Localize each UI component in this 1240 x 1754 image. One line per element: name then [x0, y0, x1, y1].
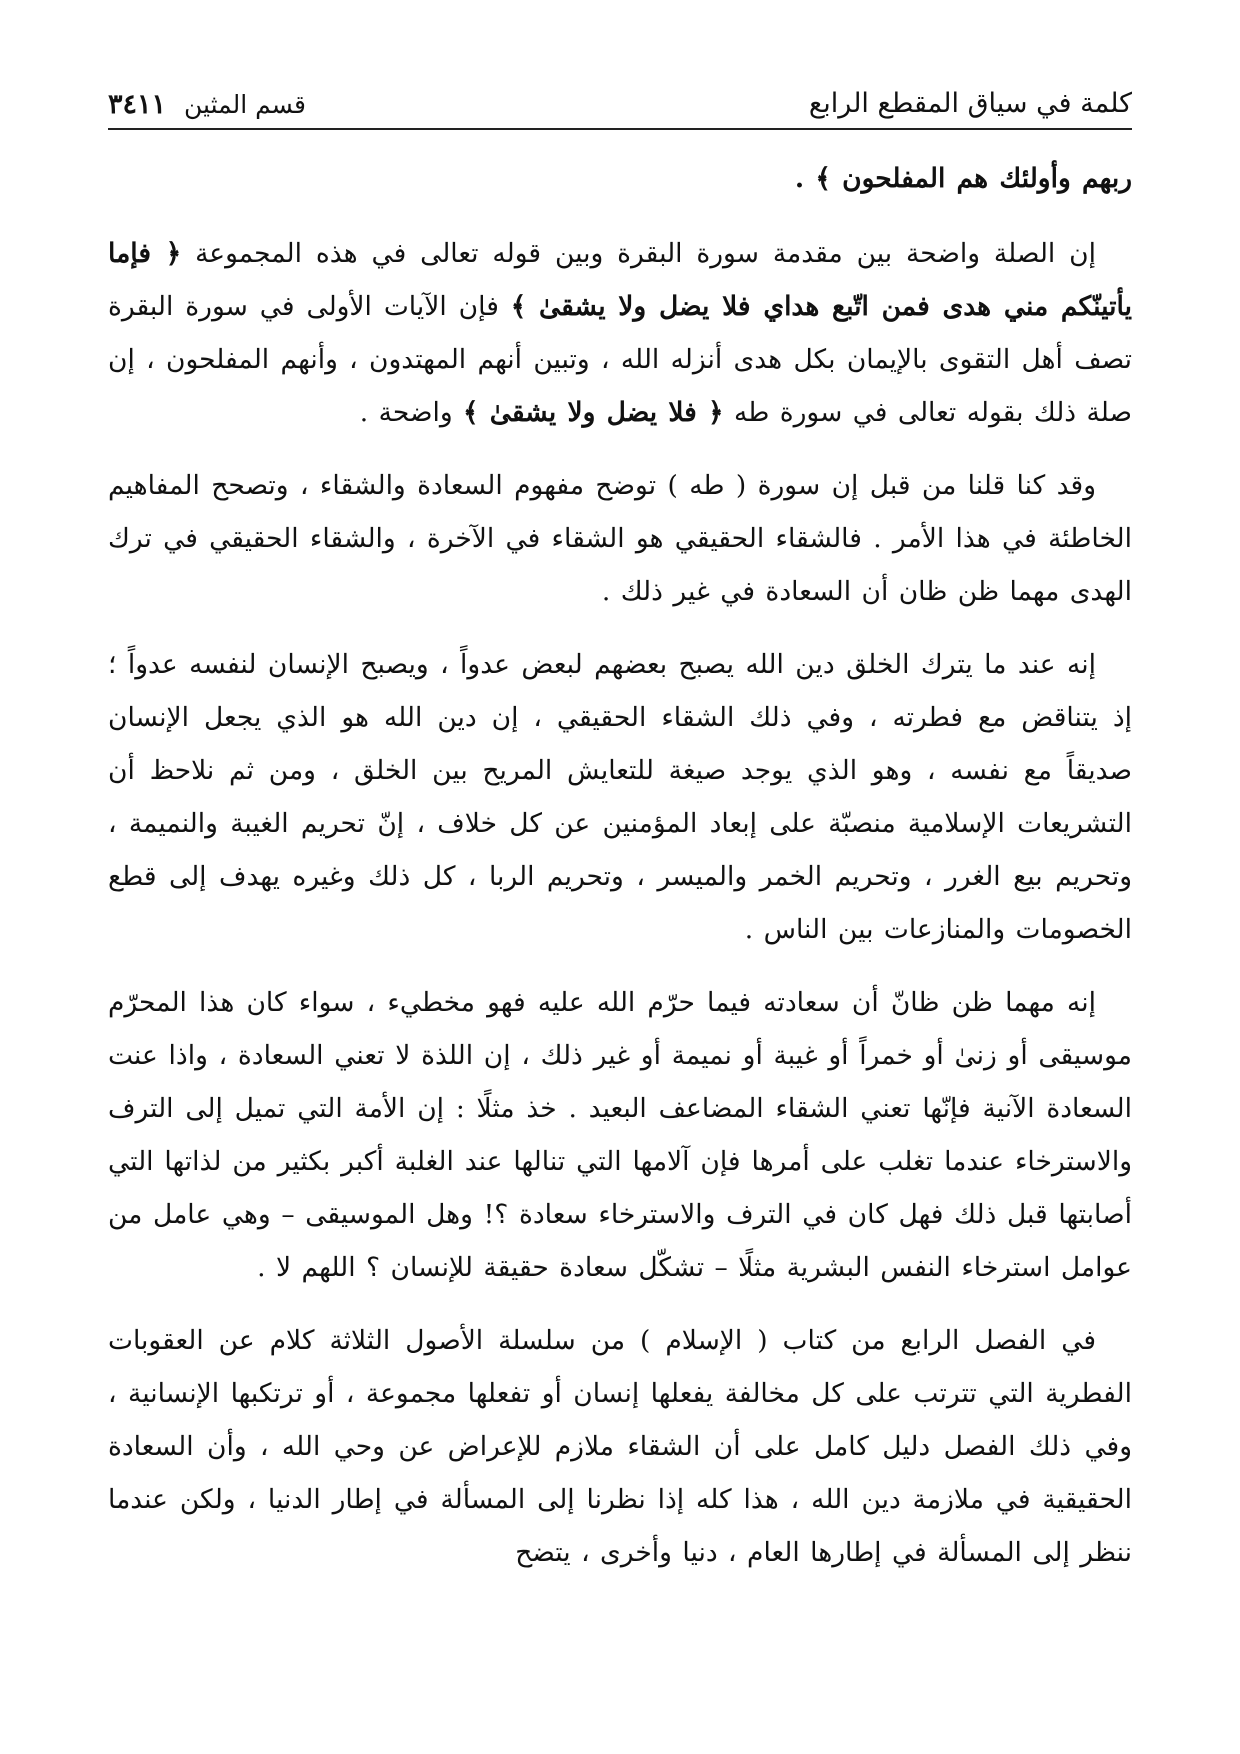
paragraph-text: فإن الآيات الأولى في سورة البقرة تصف أهل التقوى بالإيمان بكل هدى أنزله الله ، وتبين أنهم المهتدون ، وأنهم المفلحون ، إن صلة ذلك بقوله تعالى في سورة طه [108, 291, 1132, 428]
paragraph-text: إنه مهما ظن ظانّ أن سعادته فيما حرّم الله عليه فهو مخطيء ، سواء كان هذا المحرّم موسيقى أو زنىٰ أو خمراً أو غيبة أو نميمة أو غير ذلك ، إن اللذة لا تعني السعادة ، واذا عنت السعادة الآنية فإنّها تعني الشقاء المضاعف البعيد . خذ مثلًا : إن الأمة التي تميل إلى الترف والاسترخاء عندما تغلب على أمرها فإن آلامها التي تنالها عند الغلبة أكبر بكثير من لذاتها التي أصابتها قبل ذلك فهل كان في الترف والاسترخاء سعادة ؟! وهل الموسيقى – وهي عامل من عوامل استرخاء النفس البشرية مثلًا – تشكّل سعادة حقيقة للإنسان ؟ اللهم لا . [108, 987, 1132, 1283]
paragraph-text: إن الصلة واضحة بين مقدمة سورة البقرة وبين قوله تعالى في هذه المجموعة [181, 238, 1096, 269]
paragraph [108, 638, 1132, 956]
paragraph [108, 459, 1132, 618]
paragraph [108, 227, 1132, 439]
quran-verse-text: ﴿ فلا يضل ولا يشقىٰ ﴾ [463, 397, 724, 428]
header-section-group [108, 89, 306, 120]
quran-verse-text: ربهم وأولئك هم المفلحون ﴾ . [794, 163, 1132, 194]
chapter-running-title: كلمة في سياق المقطع الرابع [808, 87, 1132, 119]
running-header [108, 62, 1132, 120]
page-number: ٣٤١١ [108, 89, 167, 120]
paragraph-text: في الفصل الرابع من كتاب ( الإسلام ) من سلسلة الأصول الثلاثة كلام عن العقوبات الفطرية التي تترتب على كل مخالفة يفعلها إنسان أو تفعلها مجموعة ، أو ترتكبها الإنسانية ، وفي ذلك الفصل دليل كامل على أن الشقاء ملازم للإعراض عن وحي الله ، وأن السعادة الحقيقية في ملازمة دين الله ، هذا كله إذا نظرنا إلى المسألة في إطار الدنيا ، ولكن عندما ننظر إلى المسألة في إطارها العام ، دنيا وأخرى ، يتضح [108, 1325, 1132, 1568]
paragraph-text: إنه عند ما يترك الخلق دين الله يصبح بعضهم لبعض عدواً ، ويصبح الإنسان لنفسه عدواً ؛ إذ يتناقض مع فطرته ، وفي ذلك الشقاء الحقيقي ، إن دين الله هو الذي يجعل الإنسان صديقاً مع نفسه ، وهو الذي يوجد صيغة للتعايش المريح بين الخلق ، ومن ثم نلاحظ أن التشريعات الإسلامية منصبّة على إبعاد المؤمنين عن كل خلاف ، إنّ تحريم الغيبة والنميمة ، وتحريم بيع الغرر ، وتحريم الخمر والميسر ، وتحريم الربا ، كل ذلك وغيره يهدف إلى قطع الخصومات والمنازعات بين الناس . [108, 649, 1132, 945]
paragraph [108, 1314, 1132, 1579]
body-text [108, 152, 1132, 1579]
header-divider [108, 128, 1132, 130]
section-name: قسم المثين [184, 90, 306, 119]
paragraph-text: واضحة . [359, 397, 464, 428]
paragraph-text: وقد كنا قلنا من قبل إن سورة ( طه ) توضح مفهوم السعادة والشقاء ، وتصحح المفاهيم الخاطئة في هذا الأمر . فالشقاء الحقيقي هو الشقاء في الآخرة ، والشقاء الحقيقي في ترك الهدى مهما ظن ظان أن السعادة في غير ذلك . [108, 470, 1132, 607]
paragraph [108, 976, 1132, 1294]
quran-verse-text: ﴿ فإما يأتينّكم مني هدى فمن اتّبع هداي فلا يضل ولا يشقىٰ ﴾ [108, 238, 1132, 322]
paragraph [108, 152, 1132, 205]
